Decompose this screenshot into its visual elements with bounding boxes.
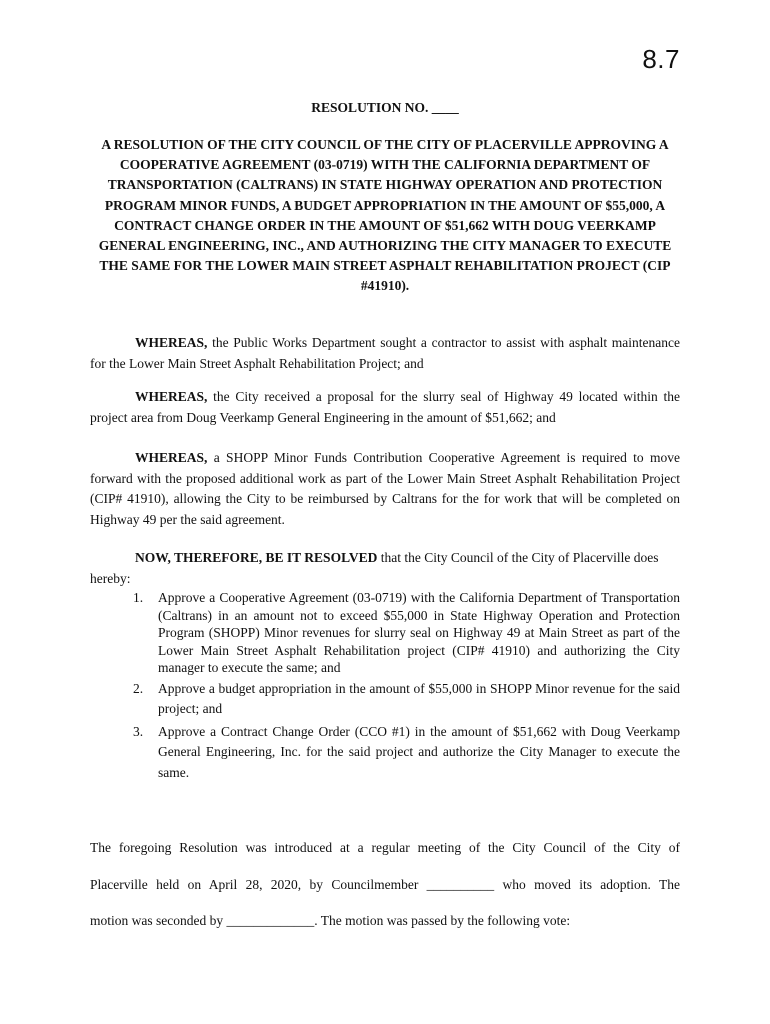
whereas-text: a SHOPP Minor Funds Contribution Cooperative Agreement is required to move forward with the proposed additional work as part of the Lower Main Street Asphalt Rehabilitation Project (CIP# 41910), allowing the City to be reimbursed by Caltrans for the for work that will be completed on Highway 49 per the said agreement. [90,450,680,527]
closing-line-1: The foregoing Resolution was introduced at a regular meeting of the City Council of the City of [90,840,680,855]
agenda-item-number: 8.7 [642,44,680,74]
action-text: Approve a Contract Change Order (CCO #1) in the amount of $51,662 with Doug Veerkamp General Engineering, Inc. for the said project and authorize the City Manager to execute the same. [158,723,680,780]
action-number: 3. [133,723,144,739]
whereas-lead: WHEREAS, [135,335,208,350]
closing-paragraph [90,830,680,940]
closing-line-2: Placerville held on April 28, 2020, by Councilmember __________ who moved its adoption. The [90,876,680,892]
whereas-paragraph-2 [90,387,680,428]
whereas-text: the City received a proposal for the slurry seal of Highway 49 located within the project area from Doug Veerkamp General Engineering in the amount of $51,662; and [90,389,680,425]
action-text: Approve a Cooperative Agreement (03-0719) with the California Department of Transportation (Caltrans) in an amount not to exceed $55,000 in State Highway Operation and Protection Program (SHOPP) Minor revenues for slurry seal on Highway 49 at Main Street as part of the Lower Main Street Asphalt Rehabilitation project (CIP# 41910) and authorizing the City manager to execute the same; and [158,590,680,675]
whereas-lead: WHEREAS, [135,450,208,465]
action-number: 2. [133,680,144,696]
resolved-text: that the City Council of the City of Placerville does hereby: [90,550,659,586]
action-item-1 [133,589,680,677]
whereas-paragraph-3 [90,448,680,530]
action-item-2 [133,679,680,720]
whereas-lead: WHEREAS, [135,389,208,404]
resolved-paragraph [90,548,680,589]
action-item-3 [133,722,680,784]
resolved-lead: NOW, THEREFORE, BE IT RESOLVED [135,550,378,565]
resolution-title: A RESOLUTION OF THE CITY COUNCIL OF THE CITY OF PLACERVILLE APPROVING A COOPERATIVE AGREEMENT (03-0719) WITH THE CALIFORNIA DEPARTMENT OF TRANSPORTATION (CALTRANS) IN STATE HIGHWAY OPERATION AND PROTECTION PROGRAM MINOR FUNDS, A BUDGET APPROPRIATION IN THE AMOUNT OF $55,000, A CONTRACT CHANGE ORDER IN THE AMOUNT OF $51,662 WITH DOUG VEERKAMP GENERAL ENGINEERING, INC., AND AUTHORIZING THE CITY MANAGER TO EXECUTE THE SAME FOR THE LOWER MAIN STREET ASPHALT REHABILITATION PROJECT (CIP #41910). [98,137,672,294]
whereas-text: the Public Works Department sought a contractor to assist with asphalt maintenance for the Lower Main Street Asphalt Rehabilitation Project; and [90,335,680,371]
action-text: Approve a budget appropriation in the amount of $55,000 in SHOPP Minor revenue for the said project; and [158,680,680,716]
whereas-paragraph-1 [90,333,680,374]
action-number: 1. [133,590,144,605]
closing-line-3: motion was seconded by _____________. The motion was passed by the following vote: [90,913,571,928]
resolution-number: RESOLUTION NO. ____ [311,100,459,115]
resolution-actions-list [133,589,680,783]
